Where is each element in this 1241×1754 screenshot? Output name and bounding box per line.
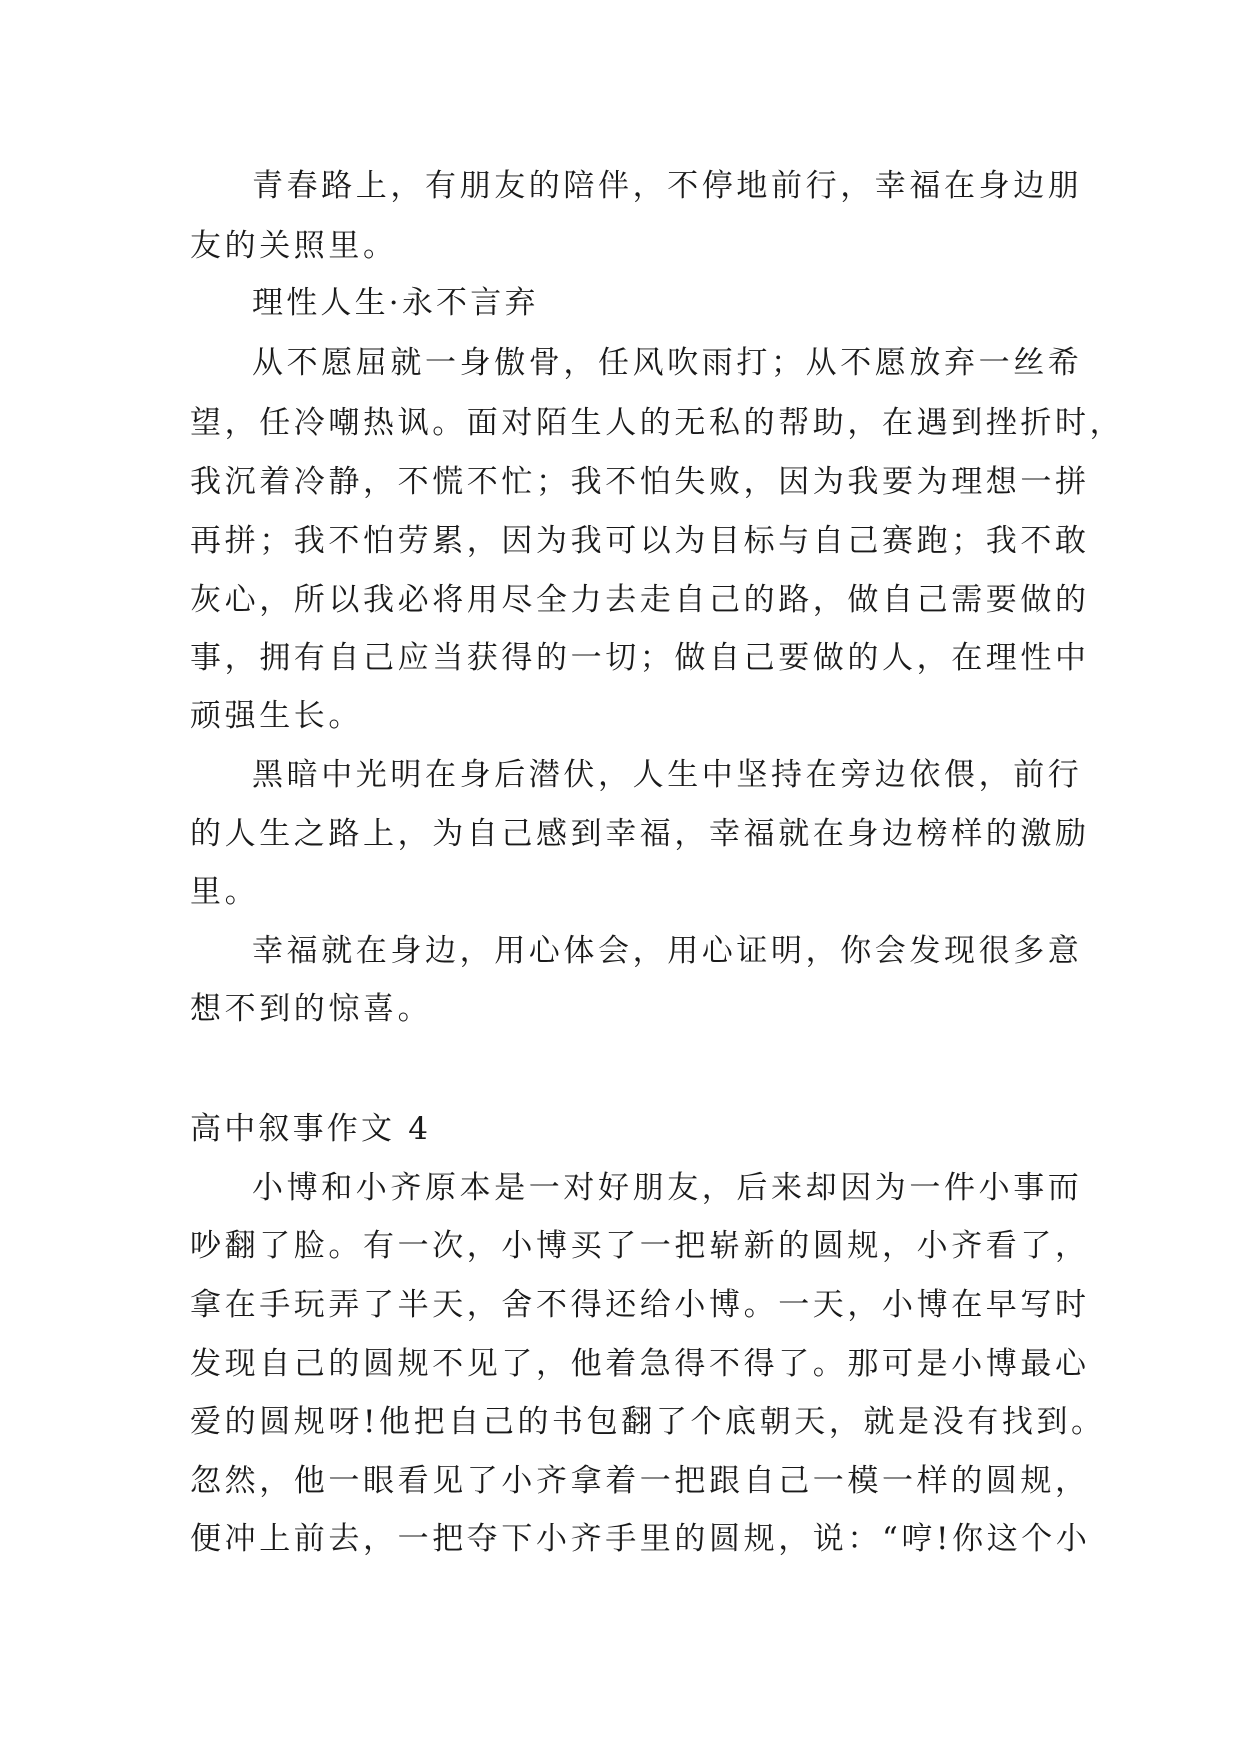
paragraph-line: 顽强生长。 bbox=[190, 698, 363, 734]
paragraph-line: 事，拥有自己应当获得的一切；做自己要做的人，在理性中 bbox=[190, 640, 1090, 676]
paragraph-line: 便冲上前去，一把夺下小齐手里的圆规，说：“哼!你这个小 bbox=[190, 1521, 1091, 1557]
paragraph-line: 黑暗中光明在身后潜伏，人生中坚持在旁边依偎，前行 bbox=[252, 757, 1083, 793]
paragraph-line: 的人生之路上，为自己感到幸福，幸福就在身边榜样的激励 bbox=[190, 816, 1090, 852]
paragraph-line: 发现自己的圆规不见了，他着急得不得了。那可是小博最心 bbox=[190, 1346, 1090, 1382]
paragraph-line: 青春路上，有朋友的陪伴，不停地前行，幸福在身边朋 bbox=[252, 168, 1083, 204]
paragraph-line: 吵翻了脸。有一次，小博买了一把崭新的圆规，小齐看了， bbox=[190, 1228, 1090, 1264]
paragraph-line: 望，任冷嘲热讽。面对陌生人的无私的帮助，在遇到挫折时， bbox=[190, 405, 1125, 441]
essay-title: 高中叙事作文 4 bbox=[190, 1111, 432, 1147]
section-heading: 理性人生·永不言弃 bbox=[252, 285, 539, 321]
paragraph-line: 幸福就在身边，用心体会，用心证明，你会发现很多意 bbox=[252, 933, 1083, 969]
paragraph-line: 里。 bbox=[190, 874, 260, 910]
paragraph-line: 友的关照里。 bbox=[190, 228, 398, 264]
paragraph-line: 我沉着冷静，不慌不忙；我不怕失败，因为我要为理想一拼 bbox=[190, 464, 1090, 500]
paragraph-line: 拿在手玩弄了半天，舍不得还给小博。一天，小博在早写时 bbox=[190, 1287, 1090, 1323]
paragraph-line: 灰心，所以我必将用尽全力去走自己的路，做自己需要做的 bbox=[190, 582, 1090, 618]
paragraph-line: 小博和小齐原本是一对好朋友，后来却因为一件小事而 bbox=[252, 1170, 1083, 1206]
paragraph-line: 从不愿屈就一身傲骨，任风吹雨打；从不愿放弃一丝希 bbox=[252, 345, 1083, 381]
paragraph-line: 想不到的惊喜。 bbox=[190, 991, 433, 1027]
paragraph-line: 爱的圆规呀!他把自己的书包翻了个底朝天，就是没有找到。 bbox=[190, 1404, 1106, 1440]
paragraph-line: 再拼；我不怕劳累，因为我可以为目标与自己赛跑；我不敢 bbox=[190, 523, 1090, 559]
paragraph-line: 忽然，他一眼看见了小齐拿着一把跟自己一模一样的圆规， bbox=[190, 1463, 1090, 1499]
